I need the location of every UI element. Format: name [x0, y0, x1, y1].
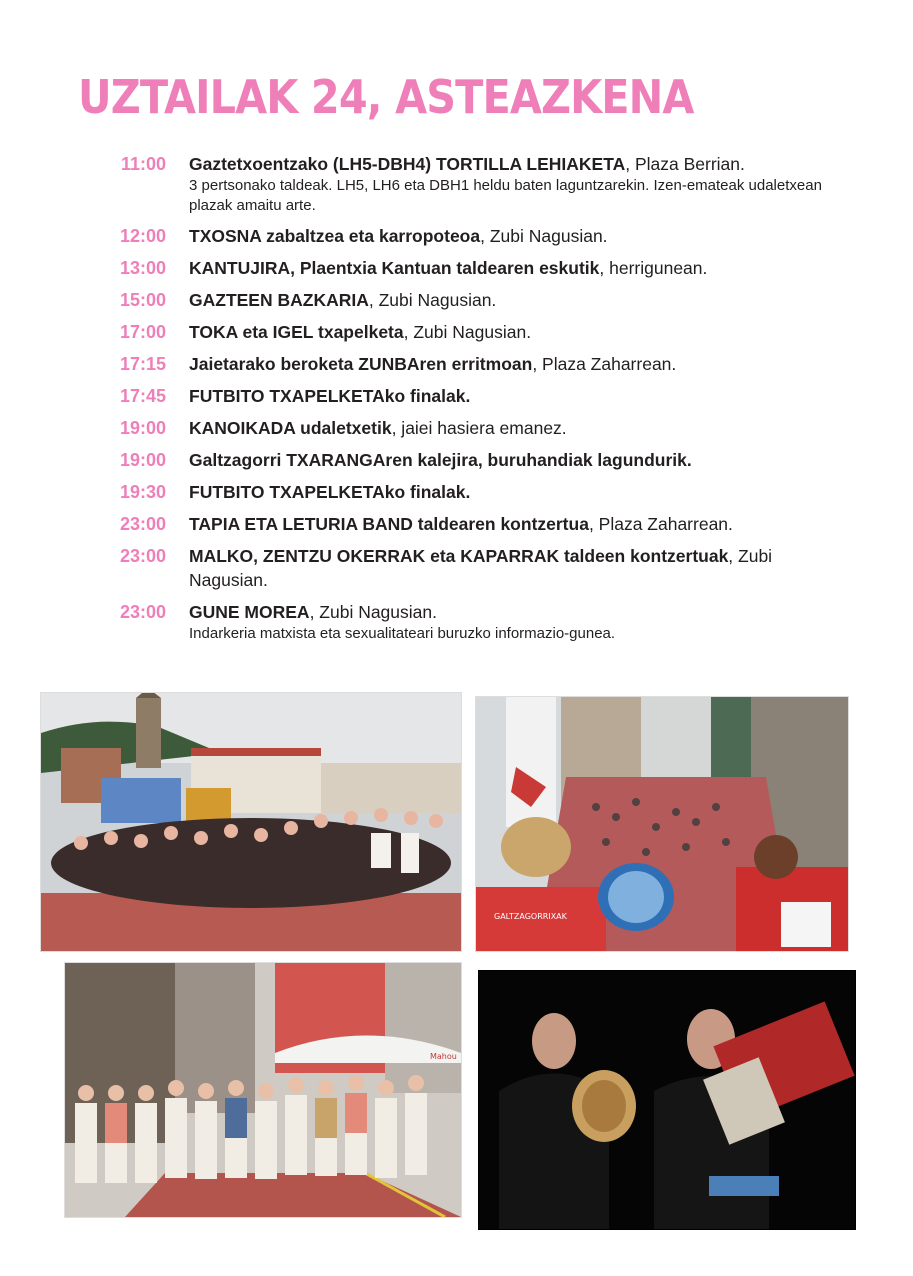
event-title: GUNE MOREA: [189, 602, 310, 622]
event-location: , Zubi Nagusian.: [368, 290, 497, 310]
event-time: 23:00: [119, 514, 166, 534]
schedule-row: [96, 152, 836, 216]
event-description: [189, 224, 608, 248]
event-title: KANOIKADA udaletxetik: [189, 418, 392, 438]
event-time: 17:45: [119, 386, 166, 406]
event-time: 19:30: [119, 482, 166, 502]
event-note: Indarkeria matxista eta sexualitateari buruzko informazio-gunea.: [189, 625, 616, 642]
schedule-list: [96, 152, 836, 652]
schedule-row: [96, 384, 836, 408]
event-note: 3 pertsonako taldeak. LH5, LH6 eta DBH1 heldu baten laguntzarekin. Izen-emateak udaletxean plazak amaitu arte.: [189, 177, 822, 214]
schedule-row: [96, 352, 836, 376]
event-description: [189, 544, 836, 592]
event-location: , Zubi Nagusian.: [189, 546, 773, 590]
schedule-row: [96, 448, 836, 472]
event-description: [189, 256, 707, 280]
event-location: , herrigunean.: [599, 258, 708, 278]
event-time: 23:00: [119, 546, 166, 566]
event-title: FUTBITO TXAPELKETAko finalak.: [189, 386, 471, 406]
schedule-row: [96, 288, 836, 312]
event-location: , jaiei hasiera emanez.: [391, 418, 567, 438]
schedule-row: [96, 224, 836, 248]
event-title: MALKO, ZENTZU OKERRAK eta KAPARRAK taldeen kontzertuak: [189, 546, 729, 566]
event-title: GAZTEEN BAZKARIA: [189, 290, 369, 310]
musicians-photo: [478, 970, 856, 1230]
event-description: [189, 320, 531, 344]
event-time: 19:00: [119, 418, 166, 438]
group-photo-plaza: [40, 692, 462, 952]
page-title: UZTAILAK 24, ASTEAZKENA: [78, 70, 694, 124]
event-description: [189, 480, 470, 504]
event-description: [189, 416, 567, 440]
event-time: 13:00: [119, 258, 166, 278]
event-time: 17:15: [119, 354, 166, 374]
schedule-row: [96, 600, 836, 644]
event-description: [189, 152, 836, 216]
schedule-row: [96, 320, 836, 344]
event-title: TAPIA ETA LETURIA BAND taldearen kontzertua: [189, 514, 589, 534]
event-description: [189, 600, 615, 644]
event-title: TOKA eta IGEL txapelketa: [189, 322, 404, 342]
event-location: , Plaza Zaharrean.: [588, 514, 733, 534]
event-location: , Plaza Zaharrean.: [532, 354, 677, 374]
event-description: [189, 352, 676, 376]
event-time: 11:00: [120, 154, 166, 174]
event-title: FUTBITO TXAPELKETAko finalak.: [189, 482, 471, 502]
event-time: 23:00: [119, 602, 166, 622]
event-title: KANTUJIRA, Plaentxia Kantuan taldearen eskutik: [189, 258, 600, 278]
schedule-row: [96, 512, 836, 536]
event-title: Galtzagorri TXARANGAren kalejira, buruhandiak lagundurik.: [189, 450, 692, 470]
umbrella-brand: Mahou: [430, 1052, 457, 1061]
event-title: Gaztetxoentzako (LH5-DBH4) TORTILLA LEHIAKETA: [189, 154, 626, 174]
shirt-text: GALTZAGORRIXAK: [494, 912, 567, 921]
event-location: , Zubi Nagusian.: [309, 602, 437, 622]
event-time: 17:00: [119, 322, 166, 342]
schedule-row: [96, 256, 836, 280]
schedule-row: [96, 544, 836, 592]
event-time: 19:00: [119, 450, 166, 470]
street-parade-photo: [475, 696, 849, 952]
schedule-row: [96, 416, 836, 440]
event-title: Jaietarako beroketa ZUNBAren erritmoan: [189, 354, 533, 374]
event-description: [189, 512, 733, 536]
event-description: [189, 384, 470, 408]
event-time: 12:00: [119, 226, 166, 246]
event-time: 15:00: [119, 290, 166, 310]
event-description: [189, 448, 692, 472]
event-location: , Plaza Berrian.: [625, 154, 745, 174]
event-description: [189, 288, 496, 312]
schedule-row: [96, 480, 836, 504]
event-location: , Zubi Nagusian.: [403, 322, 532, 342]
event-location: , Zubi Nagusian.: [480, 226, 608, 246]
elderly-group-photo: [64, 962, 462, 1218]
event-title: TXOSNA zabaltzea eta karropoteoa: [189, 226, 481, 246]
